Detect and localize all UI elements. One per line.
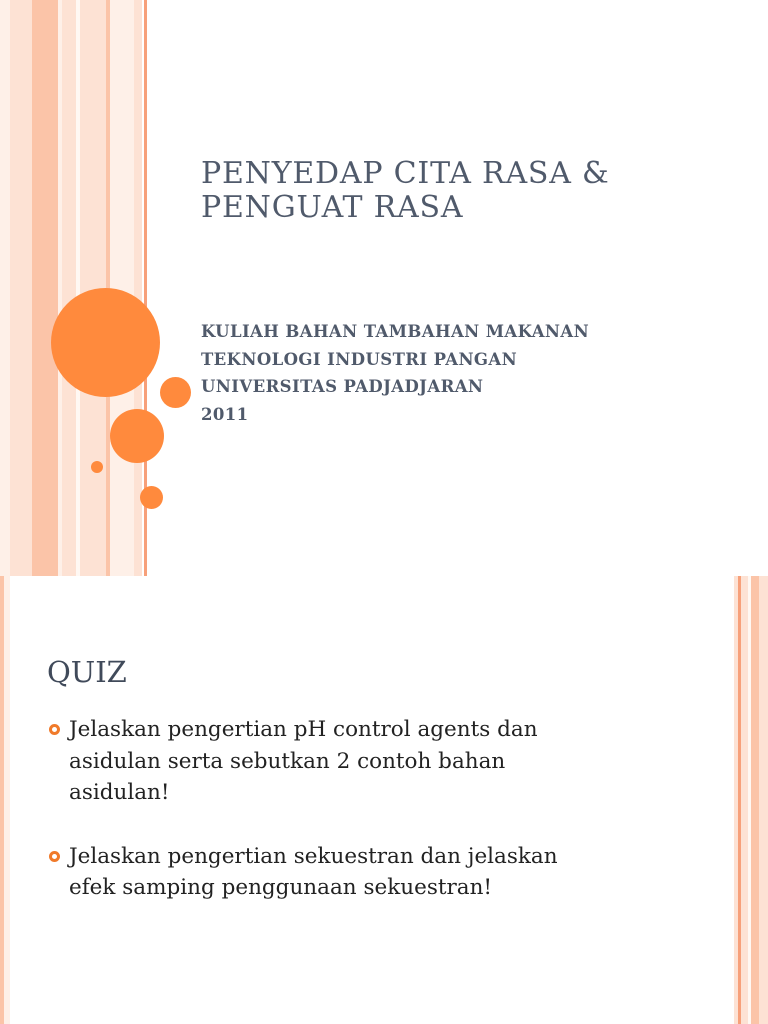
list-item xyxy=(47,841,687,904)
slide-title xyxy=(201,157,721,225)
question-line: Jelaskan pengertian pH control agents dan xyxy=(69,717,538,742)
large-circle xyxy=(51,288,160,397)
list-item xyxy=(47,714,687,809)
stripe xyxy=(0,0,10,576)
stripe xyxy=(741,576,748,1024)
subtitle-line: 2011 xyxy=(201,404,249,424)
subtitle-line: TEKNOLOGI INDUSTRI PANGAN xyxy=(201,349,518,369)
title-line: PENYEDAP CITA RASA & xyxy=(201,156,610,191)
stripe xyxy=(751,576,759,1024)
small-circle xyxy=(140,486,163,509)
slide-subtitle xyxy=(201,318,721,428)
title-line: PENGUAT RASA xyxy=(201,190,464,225)
tiny-circle xyxy=(91,461,103,473)
question-line: efek samping penggunaan sekuestran! xyxy=(69,875,493,900)
bullet-ring-icon xyxy=(49,724,60,735)
question-line: Jelaskan pengertian sekuestran dan jelaskan xyxy=(69,843,558,869)
medium-circle xyxy=(110,409,164,463)
question-line: asidulan serta sebutkan 2 contoh bahan xyxy=(69,748,506,774)
stripe xyxy=(62,0,76,576)
subtitle-line: UNIVERSITAS PADJADJARAN xyxy=(201,377,484,396)
stripe xyxy=(10,0,32,576)
quiz-question-list xyxy=(47,714,687,936)
question-line: asidulan! xyxy=(69,780,170,805)
quiz-title: QUIZ xyxy=(47,655,127,689)
quiz-slide xyxy=(0,576,768,1024)
stripe xyxy=(4,576,10,1024)
bullet-ring-icon xyxy=(49,851,60,862)
small-circle xyxy=(160,377,191,408)
stripe xyxy=(32,0,58,576)
stripe xyxy=(759,576,768,1024)
stripe xyxy=(134,0,142,576)
subtitle-line: KULIAH BAHAN TAMBAHAN MAKANAN xyxy=(201,322,590,341)
